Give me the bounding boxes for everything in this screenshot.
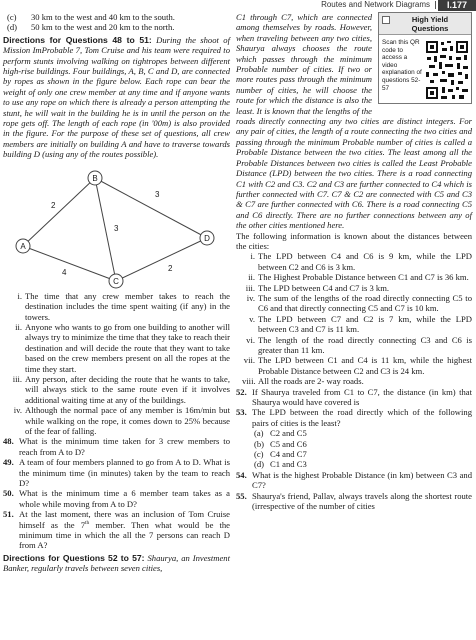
question-number: 52.	[236, 386, 247, 397]
directions-body: During the shoot of Mission ImProbable 7, Tom Cruise and his team were required to perform stunts involving walking on tightropes between different high-rise buildings. Four buildings, A, B, C and D, are connected by ropes as shown in the figure below. Each rope can bear the weight of only one crew member at any time and if anyone wants to use any rope on which there is already a person attempting the stunt, he will wait in the building he is in until the person on the rope gets off. The length of each rope (in '00m) is also provided in the figure. For the purpose of these set of questions, all crew members are initially on building A and have to traverse towards building D (using any of the routes possible).	[3, 34, 230, 160]
option-label: (b)	[254, 438, 265, 449]
fact-label: iii.	[245, 282, 255, 293]
fact-ii	[242, 272, 472, 282]
condition-text: Anyone who wants to go from one building to another will always try to minimize the time that they take to reach their destination and will decide the route that they want to take based on the crew members present on all the ropes at the time they start.	[25, 321, 230, 374]
fact-text: The sum of the lengths of the road directly connecting C5 to C6 and that directly connecting C5 and C7 is 10 km.	[258, 292, 472, 314]
option-label: (c)	[254, 449, 264, 460]
edge-length-a-c: 4	[62, 267, 67, 277]
question-53-option-b[interactable]	[254, 439, 472, 449]
qr-title-line: High Yield	[411, 15, 449, 24]
condition-label: iii.	[12, 373, 22, 384]
option-label: (a)	[254, 428, 264, 439]
question-51	[3, 509, 230, 551]
fact-text: The length of the road directly connecting C3 and C6 is greater than 11 km.	[258, 334, 472, 355]
ordinal-suffix: th	[85, 519, 90, 526]
page-number-badge: I.177	[438, 0, 476, 11]
fact-label: vii.	[243, 355, 255, 366]
question-54	[236, 470, 472, 491]
fact-text: The LPD between C7 and C2 is 7 km, while the LPD between C3 and C7 is 11 km.	[258, 313, 472, 335]
condition-iii	[9, 374, 230, 405]
qr-code-icon[interactable]	[425, 40, 469, 100]
fact-iv	[242, 293, 472, 314]
question-number: 49.	[3, 457, 14, 468]
fact-text: The LPD between C1 and C4 is 11 km, while the highest Probable Distance between C2 and C3 is 24 km.	[258, 355, 472, 376]
edge-a-b	[23, 178, 95, 246]
known-info-intro: The following information is known about the distances between the cities:	[236, 230, 472, 251]
fact-vi	[242, 335, 472, 356]
fact-vii	[242, 355, 472, 376]
fact-v	[242, 314, 472, 335]
fact-text: The LPD between C4 and C7 is 3 km.	[258, 282, 390, 293]
running-header	[0, 0, 476, 10]
edge-a-c	[23, 246, 116, 281]
fact-label: viii.	[242, 376, 256, 387]
qr-corner-mark	[382, 16, 390, 24]
fact-label: vi.	[246, 334, 255, 345]
question-53-option-c[interactable]	[254, 449, 472, 459]
fact-label: i.	[250, 251, 255, 262]
directions-heading: Directions for Questions 48 to 51:	[3, 34, 152, 45]
option-label: (d)	[254, 459, 265, 470]
node-label-b: B	[92, 173, 98, 183]
condition-text: Although the normal pace of any member is 16m/min but while walking on the rope, it comes down to 25% because of the fear of falling.	[25, 405, 230, 436]
question-text: What is the minimum time a 6 member team takes as a whole while moving from A to D?	[19, 488, 230, 509]
prev-option-c	[7, 12, 230, 22]
edge-b-d	[95, 178, 207, 238]
question-number: 50.	[3, 488, 14, 499]
question-55	[236, 491, 472, 512]
left-column	[3, 12, 230, 574]
option-label: (d)	[7, 22, 18, 33]
question-text-part: At the last moment, there was an inclusion of Tom Cruise himself as the 7	[19, 509, 230, 530]
option-text: C5 and C6	[270, 438, 307, 449]
rope-network-diagram	[3, 163, 230, 289]
question-53-option-a[interactable]	[254, 428, 472, 438]
option-text: 30 km to the west and 40 km to the south.	[31, 12, 175, 22]
condition-label: i.	[17, 290, 22, 301]
header-divider	[435, 1, 436, 9]
fact-label: ii.	[248, 272, 255, 283]
question-text-part: member. Then what would be the minimum time in which the all the 7 persons can reach D from A?	[19, 519, 230, 551]
option-text: C2 and C5	[270, 428, 307, 439]
directions-heading: Directions for Questions 52 to 57:	[3, 552, 145, 563]
fact-viii	[242, 376, 472, 386]
question-53	[236, 407, 472, 428]
question-number: 53.	[236, 407, 247, 418]
right-column	[236, 12, 472, 512]
qr-title-line: Questions	[411, 24, 449, 33]
directions-body: Shaurya, an Investment Banker, regularly travels between seven cities,	[3, 552, 230, 574]
option-text: C4 and C7	[270, 449, 307, 460]
question-52	[236, 387, 472, 408]
question-number: 51.	[3, 509, 14, 520]
question-49	[3, 457, 230, 488]
question-50	[3, 488, 230, 509]
edge-length-b-d: 3	[155, 189, 160, 199]
option-text: C1 and C3	[270, 459, 307, 470]
question-text: A team of four members planned to go from A to D. What is the minimum time (in minutes) taken by the team to reach D?	[19, 457, 230, 488]
question-number: 54.	[236, 469, 247, 480]
node-label-d: D	[204, 233, 210, 243]
qr-instructions: Scan this QR code to access a video explanation of questions 52-57	[382, 39, 422, 92]
question-text: If Shaurya traveled from C1 to C7, the distance (in km) that Shaurya would have covered is	[252, 386, 472, 408]
fact-label: v.	[249, 313, 255, 324]
fact-label: iv.	[246, 292, 255, 303]
directions-52-57	[3, 553, 230, 574]
option-label: (c)	[7, 12, 17, 22]
fact-iii	[242, 283, 472, 293]
condition-ii	[9, 322, 230, 374]
condition-iv	[9, 405, 230, 436]
question-text: The LPD between the road directly which of the following pairs of cities is the least?	[252, 407, 472, 428]
question-number: 55.	[236, 490, 247, 501]
fact-text: All the roads are 2- way roads.	[258, 376, 364, 387]
qr-callout-title	[379, 13, 471, 35]
question-number: 48.	[3, 436, 14, 447]
section-title: Routes and Network Diagrams	[321, 0, 430, 9]
directions-48-51	[3, 35, 230, 160]
option-text: 50 km to the west and 20 km to the north.	[31, 22, 175, 33]
question-text	[19, 509, 230, 551]
question-text: What is the minimum time taken for 3 crew members to reach from A to D?	[19, 436, 230, 457]
question-53-option-d[interactable]	[254, 459, 472, 469]
edge-length-b-c: 3	[114, 223, 119, 233]
prev-option-d	[7, 22, 230, 32]
qr-callout	[378, 12, 472, 104]
condition-label: ii.	[15, 321, 22, 332]
condition-text: Any person, after deciding the route that he wants to take, will always stick to the same route even if it involves additional waiting time at any of the buildings.	[25, 373, 230, 405]
fact-text: The Highest Probable Distance between C1 and C7 is 36 km.	[258, 272, 469, 283]
fact-i	[242, 251, 472, 272]
condition-text: The time that any crew member takes to reach the destination includes the time spent waiting (if any) in the towers.	[25, 290, 230, 322]
question-48	[3, 436, 230, 457]
edge-length-c-d: 2	[168, 263, 173, 273]
condition-label: iv.	[13, 405, 22, 416]
condition-i	[9, 291, 230, 322]
question-text: What is the highest Probable Distance (in km) between C3 and C7?	[252, 469, 472, 491]
fact-text: The LPD between C4 and C6 is 9 km, while the LPD between C2 and C6 is 3 km.	[258, 251, 472, 272]
directions-52-57-continued: C1 through C7, which are connected among themselves by roads. However, when traveling between any two cities, Shaurya always chooses the route which passes through the minimum Probable number of cities. If two or more routes pass through the minimum number of cities, he will choose the route for which the distance is also the least. It is known that the lengths of the roads directly connecting any two cities are distinct integers. For any pair of cities, the length of a route connecting the two cities and passing through the minimum Probable number of cities is called a Probable Distance between the two cities. The least among all the Probable Distances between two cities is called the Least Probable Distance (LPD) between the two cities. There is a road connecting C1 with C2 and C3. C2 and C3 are further connected to C4 which is further connected with C7. C7 & C2 are connected with C5 and C3 & C7 are further connected with C6. There is a road connecting C5 and C6 directly. There are no further connections between any of the other cities mentioned here.	[236, 12, 472, 231]
question-text: Shaurya's friend, Pallav, always travels along the shortest route (irrespective of the number of cities	[252, 490, 472, 512]
edge-length-a-b: 2	[51, 200, 56, 210]
edge-c-d	[116, 238, 207, 281]
node-label-c: C	[113, 276, 119, 286]
node-label-a: A	[20, 241, 26, 251]
edge-b-c	[95, 178, 116, 281]
